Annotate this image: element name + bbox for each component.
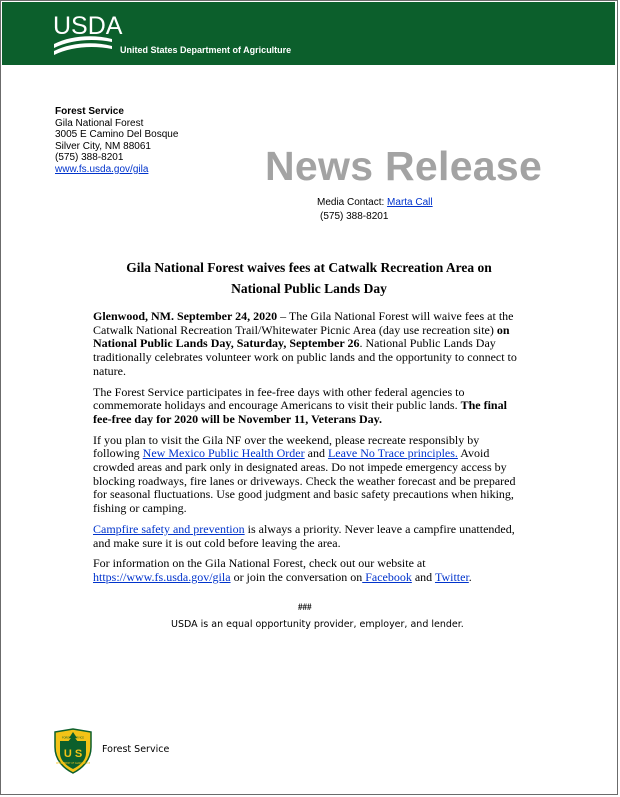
paragraph-text: – The Gila National Forest will waive fees at the Catwalk National Recreation Trail/Whitewater Picnic Area (day use recreation site)	[93, 309, 514, 337]
paragraph-text: The Forest Service participates in fee-free days with other federal agencies to commemorate holidays and encourage Americans to visit their public lands.	[93, 384, 465, 413]
office-phone: (575) 388-8201	[55, 152, 124, 163]
paragraph-text: is always a priority. Never leave a campfire unattended, and make sure it is out cold before leaving the area.	[93, 521, 515, 550]
leave-no-trace-link[interactable]: Leave No Trace principles.	[327, 446, 458, 461]
website-link[interactable]: www.fs.usda.gov/gila	[55, 163, 149, 175]
media-contact-link[interactable]: Marta Call	[387, 197, 433, 208]
agency-name: Forest Service	[55, 106, 124, 117]
paragraph-bold-text: The final fee-free day for 2020 will be November 11, Veterans Day.	[93, 398, 507, 426]
media-contact	[317, 196, 433, 224]
paragraph-5	[93, 557, 527, 584]
paragraph-text: or join the conversation on	[230, 569, 363, 584]
media-contact-phone: (575) 388-8201	[320, 211, 389, 222]
end-mark: ###	[298, 602, 312, 612]
shield-bottom-text: DEPARTMENT OF AGRICULTURE	[55, 762, 91, 765]
paragraph-text: . National Public Lands Day traditionally celebrates volunteer work on public lands and the opportunity to connect to nature.	[93, 336, 517, 378]
usda-logo-text: USDA	[53, 12, 123, 40]
paragraph-3	[93, 434, 527, 516]
paragraph-1	[93, 310, 527, 379]
usda-banner	[2, 2, 615, 65]
paragraph-bold-text: on National Public Lands Day, Saturday, September 26	[93, 322, 510, 351]
paragraph-4	[93, 523, 527, 550]
headline-line-2: National Public Lands Day	[231, 281, 387, 296]
footer-forest-service-label: Forest Service	[102, 744, 170, 755]
twitter-link[interactable]: Twitter	[434, 569, 469, 584]
news-release-title: News Release	[265, 143, 543, 189]
unit-name: Gila National Forest	[55, 117, 144, 129]
headline	[91, 257, 527, 299]
paragraph-text: If you plan to visit the Gila NF over the weekend, please recreate responsibly by following	[93, 432, 480, 461]
health-order-link[interactable]: New Mexico Public Health Order	[142, 446, 305, 461]
paragraph-2	[93, 386, 527, 427]
campfire-safety-link[interactable]: Campfire safety and prevention	[93, 521, 245, 536]
paragraph-text: .	[468, 569, 472, 584]
paragraph-text: and	[411, 569, 435, 584]
headline-line-1: Gila National Forest waives fees at Catwalk Recreation Area on	[126, 260, 492, 275]
media-contact-label: Media Contact:	[317, 197, 388, 208]
paragraph-text: and	[304, 446, 328, 461]
department-name: United States Department of Agriculture	[120, 45, 292, 55]
facebook-link[interactable]: Facebook	[362, 569, 412, 584]
shield-letters: U S	[63, 748, 83, 760]
forest-service-shield-icon	[53, 729, 93, 773]
dateline: Glenwood, NM. September 24, 2020	[93, 309, 278, 323]
release-body	[93, 310, 527, 592]
shield-top-text: FOREST SERVICE	[62, 736, 84, 740]
eeo-statement: USDA is an equal opportunity provider, employer, and lender.	[171, 619, 464, 630]
paragraph-text: Avoid crowded areas and park only in designated areas. Do not impede emergency access by blocking roadways, fire lanes or driveways. Check the weather forecast and be prepared for seasonal fluctuations. Use good judgment and basic safety precautions when hiking, fishing or camping.	[93, 446, 516, 516]
usda-logo-icon	[52, 12, 123, 58]
city-state-zip: Silver City, NM 88061	[55, 140, 151, 152]
street-address: 3005 E Camino Del Bosque	[55, 129, 179, 140]
gila-website-link[interactable]: https://www.fs.usda.gov/gila	[93, 569, 231, 584]
paragraph-text: For information on the Gila National Forest, check out our website at	[93, 556, 426, 571]
office-address	[55, 106, 178, 175]
